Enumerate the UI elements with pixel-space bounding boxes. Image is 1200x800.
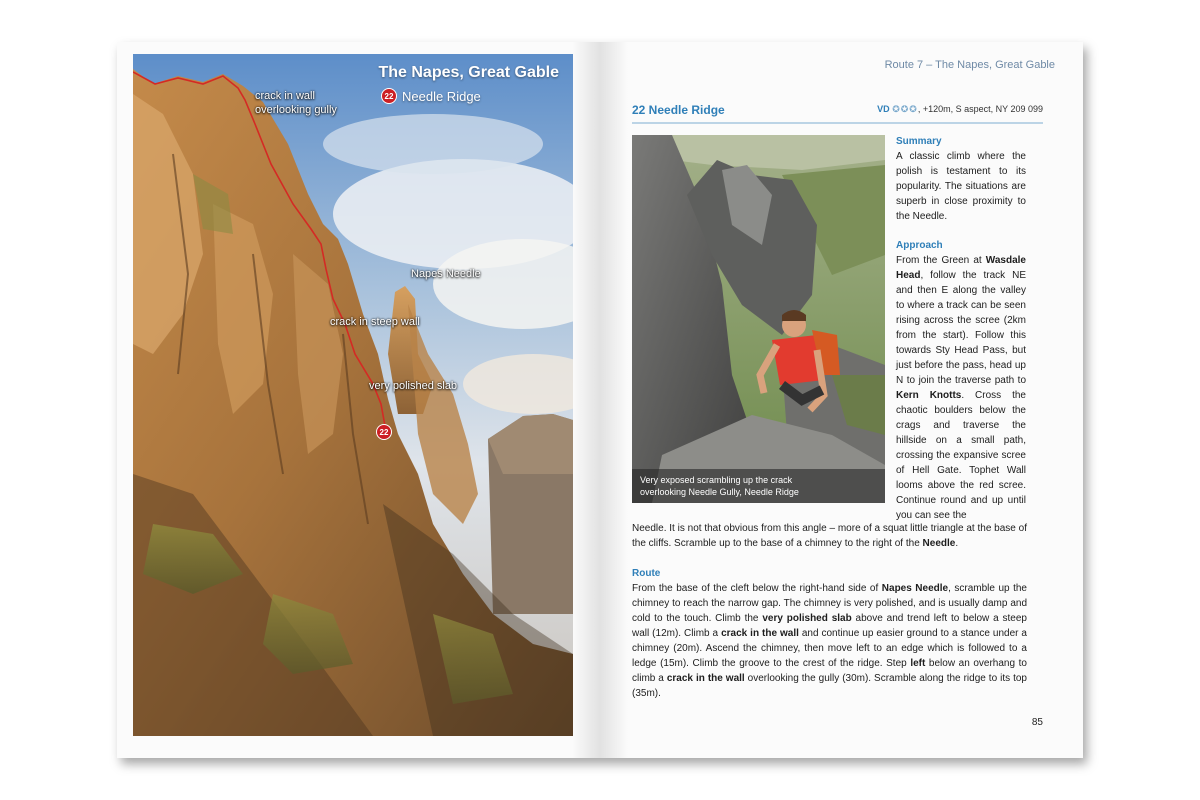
running-header: Route 7 – The Napes, Great Gable: [884, 59, 1055, 71]
route-heading: Route: [632, 568, 661, 579]
summary-text: A classic climb where the polish is testament to its popularity. The situations are superb in close proximity to the Needle.: [896, 151, 1026, 222]
photo-caption: [632, 469, 885, 503]
page-gutter-shadow: [572, 42, 600, 758]
route-text-part: From the base of the cleft below the right-hand side of: [632, 583, 882, 594]
route-grade: VD: [877, 104, 890, 114]
approach-bold-wasdale: Wasdale Head: [896, 255, 1026, 281]
route-text-part: and continue up easier ground to a stance under a chimney (20m). Ascend the chimney, then move left to an edge which is followed to a ledge (15m). Climb the groove to the crest of the ridge. Step: [632, 628, 1027, 669]
approach-text-part: , follow the track NE and then E along the valley to where a track can be seen rising across the scree (2km from the start). Follow this towards Sty Head Pass, but just before the pass, head up N to join the traverse path to: [896, 270, 1026, 386]
topo-route-name: Needle Ridge: [402, 88, 481, 104]
guidebook-spread: [117, 42, 1083, 758]
route-bold-napes-needle: Napes Needle: [881, 583, 949, 594]
route-meta: [877, 104, 1043, 115]
approach-text-part: From the Green at: [896, 255, 986, 266]
star-rating-icon: ✪✪✪: [892, 104, 918, 114]
climber-illustration: [632, 135, 885, 503]
crag-topo-photo: [133, 54, 573, 736]
photo-caption-line-1: Very exposed scrambling up the crack: [640, 475, 793, 485]
route-start-marker: 22: [376, 424, 392, 440]
route-text-part: above and trend left to below a steep wall (12m). Climb a: [632, 613, 1027, 639]
approach-text-part: Needle. It is not that obvious from this angle – more of a squat little triangle at the base of the cliffs. Scramble up to the base of a chimney to the right of the: [632, 523, 1027, 549]
route-text-part: below an overhang to climb a: [632, 658, 1027, 684]
approach-bold-needle: Needle: [922, 538, 956, 549]
annotation-crack-in-wall: crack in wall: [255, 90, 315, 102]
approach-text-part: . Cross the chaotic boulders below the crags and traverse the hillside on a small path, crossing the expansive scree of Hell Gate. Tophet Wall looms above the red scree. Continue round and up until you can see the: [896, 390, 1026, 521]
summary-heading: Summary: [896, 136, 942, 147]
topo-title: The Napes, Great Gable: [378, 64, 559, 81]
topo-route-label: [381, 88, 481, 104]
annotation-very-polished-slab: very polished slab: [369, 380, 458, 392]
left-page: [117, 42, 600, 758]
route-number-badge: 22: [381, 88, 397, 104]
photo-caption-line-2: overlooking Needle Gully, Needle Ridge: [640, 487, 799, 497]
route-bold-crack-in-wall: crack in the wall: [721, 628, 799, 639]
route-text-part: overlooking the gully (30m). Scramble along the ridge to its top (35m).: [632, 673, 1027, 699]
route-bold-crack-in-wall-2: crack in the wall: [666, 673, 745, 684]
approach-continued: [632, 521, 1027, 551]
approach-continued-text: [632, 521, 1027, 551]
route-heading-bar: [632, 102, 1043, 124]
route-bold-left: left: [910, 658, 926, 669]
route-description: [632, 581, 1027, 701]
route-section: [632, 566, 1027, 701]
route-details: , +120m, S aspect, NY 209 099: [917, 104, 1043, 114]
approach-bold-kern-knotts: Kern Knotts: [896, 390, 962, 401]
approach-heading: Approach: [896, 240, 943, 251]
crag-illustration: [133, 54, 573, 736]
route-title: 22 Needle Ridge: [632, 103, 725, 117]
annotation-crack-in-steep-wall: crack in steep wall: [330, 316, 420, 328]
page-gutter-shadow: [600, 42, 628, 758]
route-bold-polished-slab: very polished slab: [762, 613, 852, 624]
page-number: 85: [1031, 717, 1043, 728]
annotation-overlooking-gully: overlooking gully: [255, 104, 337, 116]
approach-text: [896, 253, 1026, 523]
side-column: [896, 134, 1026, 523]
route-text-part: , scramble up the chimney to reach the narrow gap. The chimney is very polished, and is usually damp and cold to the touch. Climb the: [632, 583, 1027, 624]
right-page: [600, 42, 1083, 758]
approach-text-part: .: [955, 538, 959, 549]
climber-photo: [632, 135, 885, 503]
annotation-napes-needle: Napes Needle: [411, 268, 481, 280]
